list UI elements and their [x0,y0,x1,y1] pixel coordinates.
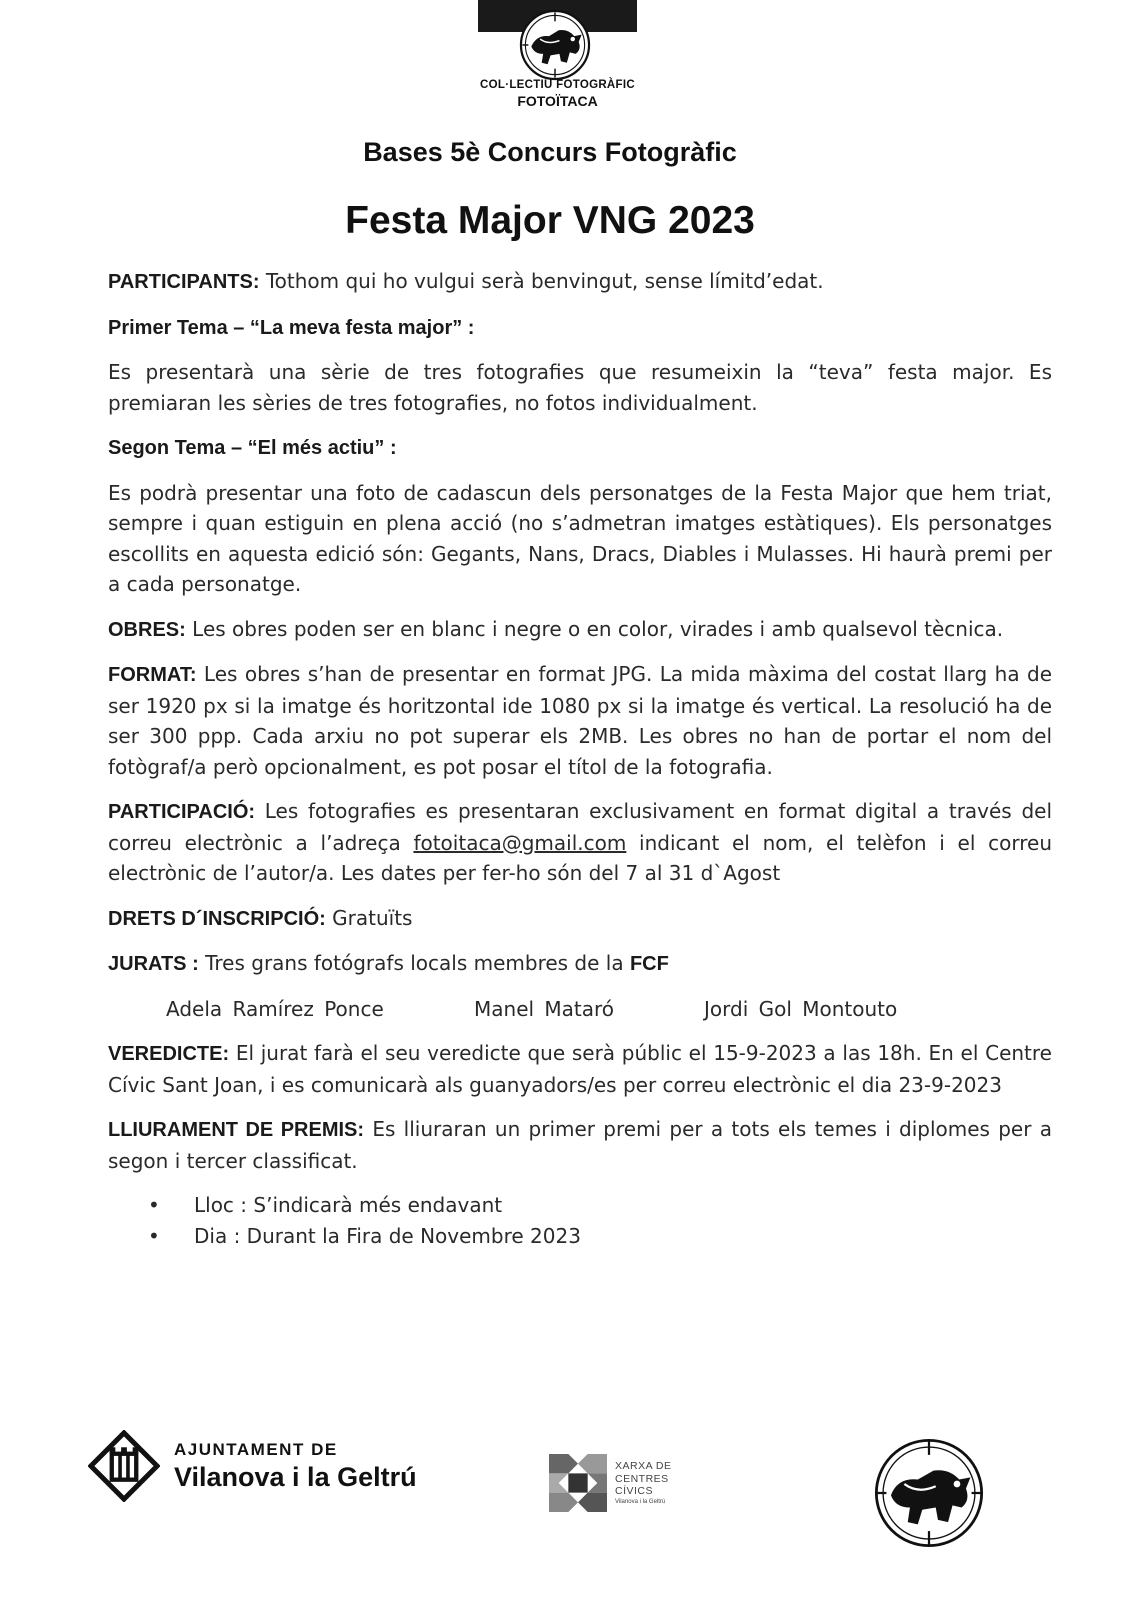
ajuntament-text [174,1440,417,1493]
section-text: Tres grans fotógrafs locals membres de la [198,951,630,975]
theme2-heading: Segon Tema – “El més actiu” : [108,437,397,459]
section-drets [108,903,1052,935]
section-label: VEREDICTE: [108,1043,230,1065]
theme1-text: Es presentarà una sèrie de tres fotografies que resumeixin la “teva” festa major. Es premiaran les sèries de tres fotografies, no fotos individualment. [108,360,1052,415]
ajuntament-shield-icon [88,1430,160,1502]
xarxa-text [615,1460,672,1506]
section-lliurament [108,1114,1052,1176]
xarxa-line4: Vilanova i la Geltrú [615,1498,666,1505]
section-label: PARTICIPACIÓ: [108,801,256,823]
jury-names [108,994,1052,1025]
section-label: OBRES: [108,618,186,641]
org-name-line1: COL·LECTIU FOTOGRÀFIC [480,79,635,91]
list-item: • Dia : Durant la Fira de Novembre 2023 [148,1221,1052,1252]
section-veredicte [108,1038,1052,1100]
fotoitaca-emblem-icon [518,8,592,82]
section-text: Es lliuraran un primer premi per a tots els temes i diplomes per a segon i tercer classificat. [108,1117,1052,1173]
xarxa-line3: CÍVICS [615,1485,654,1498]
ajuntament-line1: AJUNTAMENT DE [174,1439,338,1459]
xarxa-line1: XARXA DE [615,1460,672,1473]
section-text: indicant el nom, el telèfon i el correu electrònic de l’autor/a. Les dates per fer-ho són del 7 al 31 d`Agost [108,830,1052,885]
section-label: DRETS D´INSCRIPCIÓ: [108,907,326,930]
xarxa-centres-civics-logo [549,1454,672,1512]
section-theme1 [108,357,1052,418]
list-item: • Lloc : S’indicarà més endavant [148,1190,1052,1221]
section-participacio [108,796,1052,889]
jury-name: Jordi Gol Montouto [704,996,898,1021]
fotoitaca-emblem-icon [873,1437,985,1549]
document-title: Festa Major VNG 2023 [345,199,755,242]
section-text: Les obres poden ser en blanc i negre o en color, virades i amb qualsevol tècnica. [185,616,1004,641]
fcf-label: FCF [629,953,669,975]
xarxa-centres-civics-icon [549,1454,607,1512]
org-name-line2: FOTOÏTACA [517,93,598,109]
ajuntament-line2: Vilanova i la Geltrú [174,1461,417,1492]
theme2-text: Es podrà presentar una foto de cadascun dels personatges de la Festa Major que hem triat, sempre i quan estiguin en plena acció (no s’admetran imatges estàtiques). Els personatges escollits en aquesta edició són: Gegants, Nans, Dracs, Diables i Mulasses. Hi haurà premi per a cada personatge. [108,480,1052,596]
section-label: FORMAT: [108,664,197,686]
document-subtitle: Bases 5è Concurs Fotogràfic [363,137,737,167]
section-theme2-heading [108,432,1052,464]
theme1-heading: Primer Tema – “La meva festa major” : [108,316,475,339]
section-label: LLIURAMENT DE PREMIS: [108,1119,365,1141]
section-theme1-heading [108,312,1052,344]
document-body [108,266,1052,1251]
section-text: Les fotografies es presentaran exclusivament en format digital a través del correu electrònic a l’adreça [108,799,1052,855]
email-link[interactable]: fotoitaca@gmail.com [413,830,627,855]
section-text: Tothom qui ho vulgui serà benvingut, sense límitd’edat. [259,269,824,293]
section-obres [108,614,1052,646]
section-participants [108,266,1052,298]
section-text: Gratuïts [325,905,413,930]
prize-details-list [108,1190,1052,1251]
section-theme2 [108,478,1052,600]
ajuntament-logo [88,1430,417,1502]
section-label: PARTICIPANTS: [108,271,260,293]
section-text: El jurat farà el seu veredicte que serà públic el 15-9-2023 a las 18h. En el Centre Cívic Sant Joan, i es comunicarà als guanyadors/es per correu electrònic el dia 23-9-2023 [108,1041,1052,1097]
section-format [108,659,1052,782]
section-jurats [108,948,1052,980]
section-label: JURATS : [108,953,199,975]
jury-name: Adela Ramírez Ponce [166,996,384,1021]
section-text: Les obres s’han de presentar en format JPG. La mida màxima del costat llarg ha de ser 1920 px si la imatge és horitzontal ide 1080 px si la imatge és vertical. La resolució ha de ser 300 ppp. Cada arxiu no pot superar els 2MB. Les obres no han de portar el nom del fotògraf/a però opcionalment, es pot posar el títol de la fotografia. [108,662,1052,779]
xarxa-line2: CENTRES [615,1472,669,1485]
jury-name: Manel Mataró [474,996,615,1021]
